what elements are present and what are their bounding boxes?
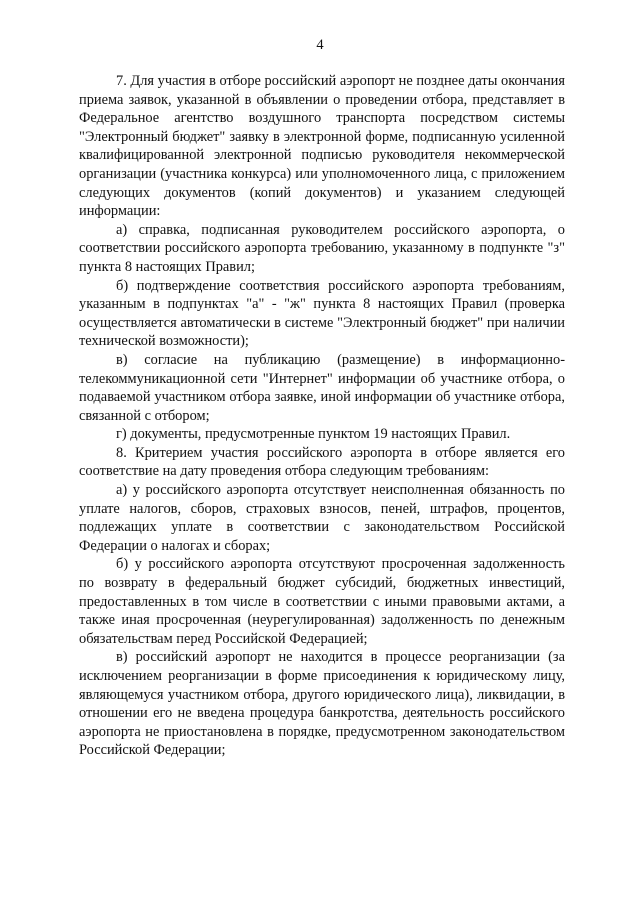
paragraph-7b: б) подтверждение соответствия российского аэропорта требованиям, указанным в подпунктах "а" - "ж" пункта 8 настоящих Правил (проверка осуществляется автоматически в системе "Электронный бюджет" при наличии технической возможности);: [79, 277, 565, 350]
paragraph-8v: в) российский аэропорт не находится в процессе реорганизации (за исключением реорганизации в форме присоединения к юридическому лицу, являющемуся участником отбора, другого юридического лица), ликвидации, в отношении его не введена процедура банкротства, деятельность российского аэропорта не приостановлена в порядке, предусмотренном законодательством Российской Федерации;: [79, 649, 565, 759]
paragraph-8b: б) у российского аэропорта отсутствуют просроченная задолженность по возврату в федеральный бюджет субсидий, бюджетных инвестиций, предоставленных в том числе в соответствии с иными правовыми актами, а также иная просроченная (неурегулированная) задолженность по денежным обязательствам перед Российской Федерацией;: [79, 556, 565, 647]
paragraph-7v: в) согласие на публикацию (размещение) в информационно-телекоммуникационной сети "Интернет" информации об участнике отбора, о подаваемой участником отбора заявке, иной информации об участнике отбора, связанной с отбором;: [79, 351, 565, 424]
page-number: 4: [316, 37, 324, 53]
document-body: [79, 72, 565, 760]
paragraph-7: 7. Для участия в отборе российский аэропорт не позднее даты окончания приема заявок, указанной в объявлении о проведении отбора, представляет в Федеральное агентство воздушного транспорта посредством системы "Электронный бюджет" заявку в электронной форме, подписанную усиленной квалифицированной электронной подписью руководителя некоммерческой организации (участника конкурса) или уполномоченного лица, с приложением следующих документов (копий документов) и указанием следующей информации:: [79, 73, 565, 220]
paragraph-8: 8. Критерием участия российского аэропорта в отборе является его соответствие на дату проведения отбора следующим требованиям:: [79, 444, 565, 480]
paragraph-7a: а) справка, подписанная руководителем российского аэропорта, о соответствии российского аэропорта требованию, указанному в подпункте "з" пункта 8 настоящих Правил;: [79, 221, 565, 275]
paragraph-7g: г) документы, предусмотренные пунктом 19 настоящих Правил.: [116, 426, 511, 443]
paragraph-8a: а) у российского аэропорта отсутствует неисполненная обязанность по уплате налогов, сборов, страховых взносов, пеней, штрафов, процентов, подлежащих уплате в соответствии с законодательством Российской Федерации о налогах и сборах;: [79, 482, 565, 554]
